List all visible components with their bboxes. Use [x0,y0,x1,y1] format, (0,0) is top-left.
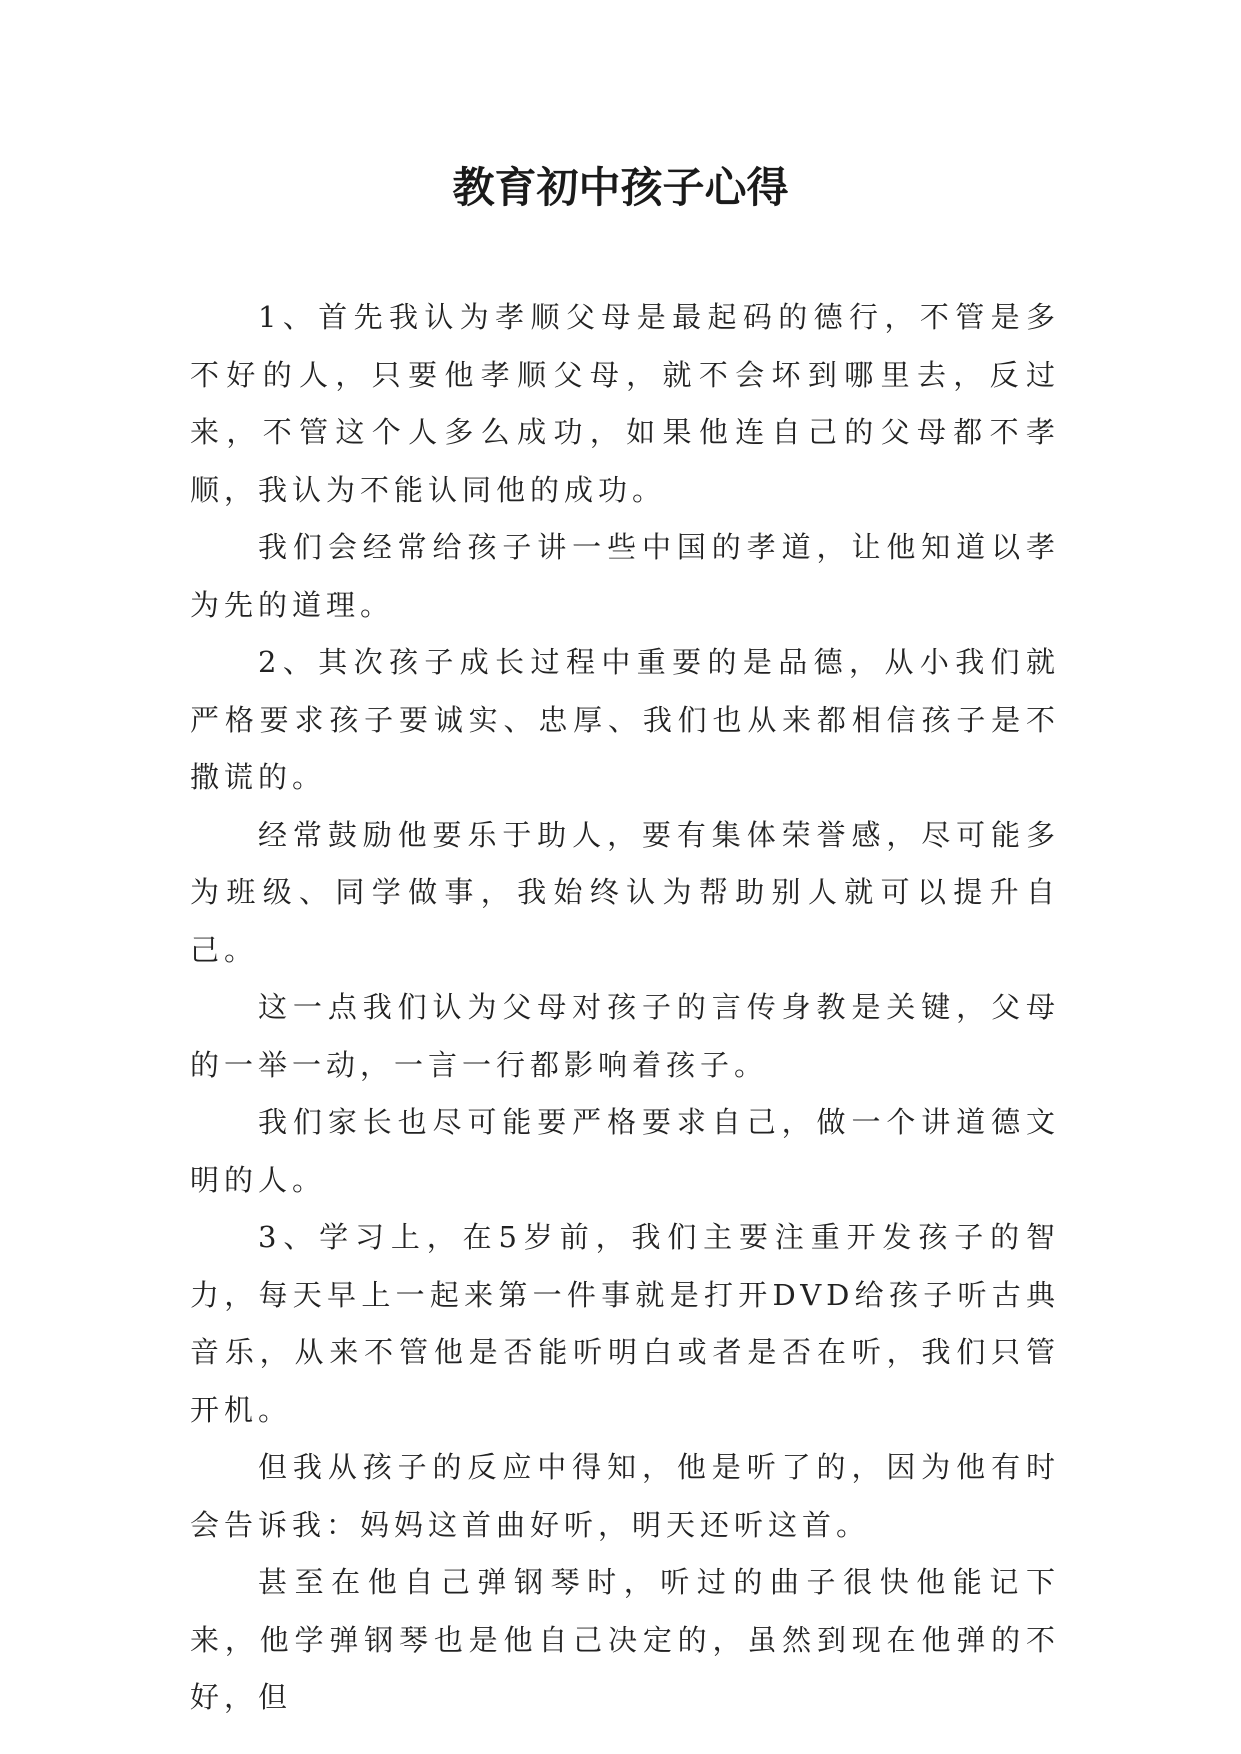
paragraph: 我们家长也尽可能要严格要求自己，做一个讲道德文明的人。 [190,1105,1060,1197]
paragraph: 1、首先我认为孝顺父母是最起码的德行，不管是多不好的人，只要他孝顺父母，就不会坏到哪里去，反过来，不管这个人多么成功，如果他连自己的父母都不孝顺，我认为不能认同他的成功。 [190,300,1060,507]
document-body [190,289,1060,1727]
paragraph: 这一点我们认为父母对孩子的言传身教是关键，父母的一举一动，一言一行都影响着孩子。 [190,990,1060,1082]
document-title: 教育初中孩子心得 [452,163,789,212]
paragraph: 但我从孩子的反应中得知，他是听了的，因为他有时会告诉我：妈妈这首曲好听，明天还听这首。 [190,1450,1060,1542]
paragraph: 经常鼓励他要乐于助人，要有集体荣誉感，尽可能多为班级、同学做事，我始终认为帮助别人就可以提升自己。 [190,817,1060,967]
paragraph: 甚至在他自己弹钢琴时，听过的曲子很快他能记下来，他学弹钢琴也是他自己决定的，虽然到现在他弹的不好，但 [190,1565,1060,1714]
paragraph: 3、学习上，在5岁前，我们主要注重开发孩子的智力，每天早上一起来第一件事就是打开DVD给孩子听古典音乐，从来不管他是否能听明白或者是否在听，我们只管开机。 [190,1220,1060,1427]
paragraph: 2、其次孩子成长过程中重要的是品德，从小我们就严格要求孩子要诚实、忠厚、我们也从来都相信孩子是不撒谎的。 [190,645,1060,794]
paragraph: 我们会经常给孩子讲一些中国的孝道，让他知道以孝为先的道理。 [190,530,1060,622]
